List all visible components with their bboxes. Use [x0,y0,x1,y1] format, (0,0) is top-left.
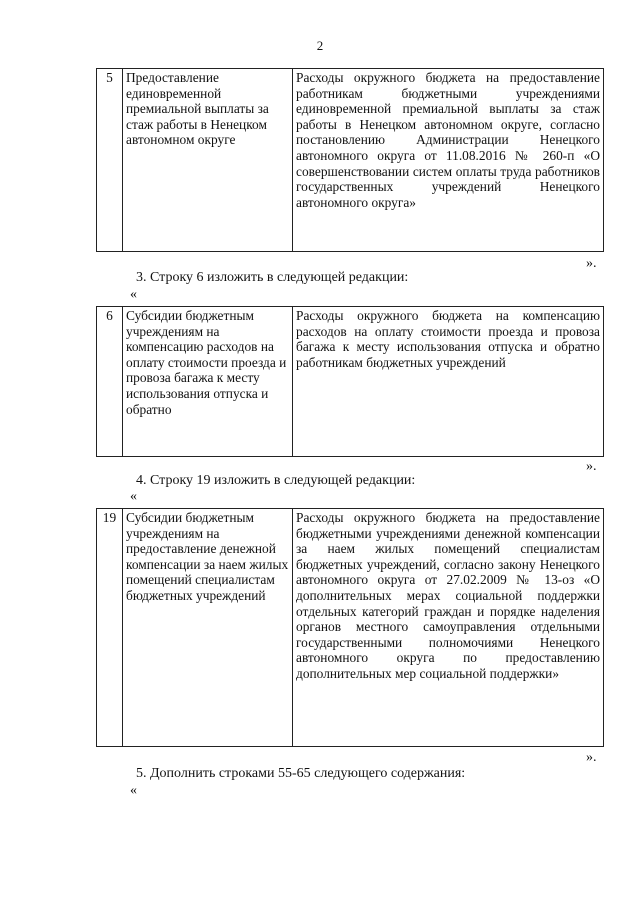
table-row-5 [96,68,604,252]
row-description: Расходы окружного бюджета на предоставление работникам бюджетными учреждениями единовременной премиальной выплаты за стаж работы в Ненецком автономном округе, согласно постановлению Администрации Ненецкого автономного округа от 11.08.2016 № 260-п «О совершенствовании систем оплаты труда работников государственных учреждений Ненецкого автономного округа» [293,69,604,252]
paragraph-3: 3. Строку 6 изложить в следующей редакции: [136,270,409,285]
table-row-19 [96,508,604,747]
table-row [97,307,604,457]
opening-quote: « [130,489,137,504]
table-row [97,69,604,252]
closing-quote: ». [586,750,597,765]
row-description: Расходы окружного бюджета на предоставление бюджетными учреждениями денежной компенсации за наем жилых помещений специалистам бюджетных учреждений, согласно закону Ненецкого автономного округа от 27.02.2009 № 13-оз «О дополнительных мерах социальной поддержки отдельных категорий граждан и порядке наделения органов местного самоуправления отдельными государственными полномочиями Ненецкого автономного округа по предоставлению дополнительных мер социальной поддержки» [293,509,604,747]
table-row-6 [96,306,604,457]
paragraph-5: 5. Дополнить строками 55-65 следующего содержания: [136,766,466,781]
row-name: Предоставление единовременной премиальной выплаты за стаж работы в Ненецком автономном округе [123,69,293,252]
table-row [97,509,604,747]
closing-quote: ». [586,256,597,271]
page-number: 2 [316,38,324,53]
row-name: Субсидии бюджетным учреждениям на предоставление денежной компенсации за наем жилых помещений специалистам бюджетных учреждений [123,509,293,747]
opening-quote: « [130,287,137,302]
paragraph-4: 4. Строку 19 изложить в следующей редакции: [136,473,416,488]
closing-quote: ». [586,459,597,474]
row-name: Субсидии бюджетным учреждениям на компенсацию расходов на оплату стоимости проезда и провоза багажа к месту использования отпуска и обратно [123,307,293,457]
row-number: 5 [97,69,123,252]
row-description: Расходы окружного бюджета на компенсацию расходов на оплату стоимости проезда и провоза багажа к месту использования отпуска и обратно работникам бюджетных учреждений [293,307,604,457]
row-number: 6 [97,307,123,457]
opening-quote: « [130,783,137,798]
row-number: 19 [97,509,123,747]
